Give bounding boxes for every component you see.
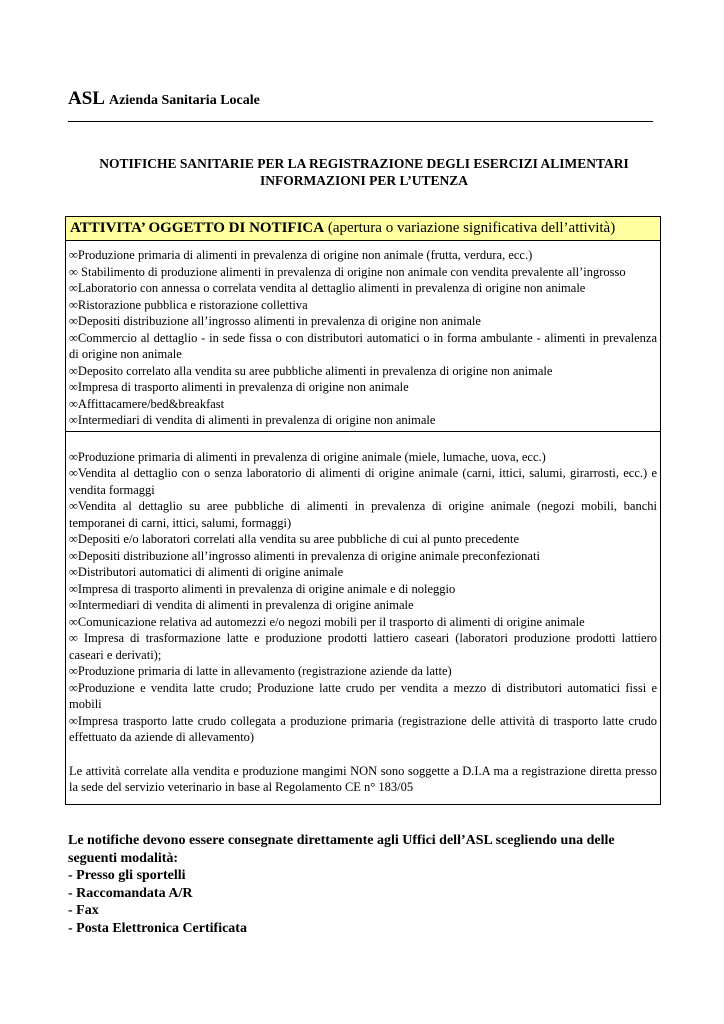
list-item: ∞Impresa di trasporto alimenti in prevalenza di origine non animale (69, 380, 409, 394)
header-rule (68, 121, 653, 122)
delivery-intro: Le notifiche devono essere consegnate direttamente agli Uffici dell’ASL scegliendo una delle seguenti modalità: (68, 833, 615, 866)
asl-label: ASL (68, 88, 105, 109)
list-item: ∞Produzione primaria di latte in allevamento (registrazione aziende da latte) (69, 664, 452, 678)
list-item: ∞Affittacamere/bed&breakfast (69, 396, 225, 411)
title-line-1: NOTIFICHE SANITARIE PER LA REGISTRAZIONE DEGLI ESERCIZI ALIMENTARI (99, 156, 629, 171)
delivery-option: - Fax (68, 903, 99, 918)
list-item: ∞Depositi distribuzione all’ingrosso alimenti in prevalenza di origine non animale (69, 314, 481, 328)
list-item: ∞ Stabilimento di produzione alimenti in prevalenza di origine non animale con vendita prevalente all’ingrosso (69, 264, 626, 279)
list-item: ∞Depositi e/o laboratori correlati alla vendita su aree pubbliche di cui al punto precedente (69, 532, 520, 546)
activities-heading-rest: (apertura o variazione significativa dell’attività) (324, 220, 616, 236)
delivery-option: - Raccomandata A/R (68, 885, 193, 901)
list-item: ∞Laboratorio con annessa o correlata vendita al dettaglio alimenti in prevalenza di origine non animale (69, 281, 586, 295)
title-line-2: INFORMAZIONI PER L’UTENZA (259, 173, 469, 188)
list-item: ∞Impresa trasporto latte crudo collegata a produzione primaria (registrazione delle attività di trasporto latte crudo effettuato da aziende di allevamento) (69, 713, 657, 744)
list-item: ∞Intermediari di vendita di alimenti in prevalenza di origine animale (69, 598, 414, 612)
mangimi-note: Le attività correlate alla vendita e produzione mangimi NON sono soggette a D.I.A ma a registrazione diretta presso la sede del servizio veterinario in base al Regolamento CE n° 183/05 (69, 763, 657, 794)
activities-heading-bold: ATTIVITA’ OGGETTO DI NOTIFICA (70, 220, 325, 236)
delivery-option: - Posta Elettronica Certificata (68, 920, 247, 936)
activities-box (65, 216, 661, 805)
list-item: ∞Intermediari di vendita di alimenti in prevalenza di origine non animale (69, 413, 436, 427)
list-item: ∞ Impresa di trasformazione latte e produzione prodotti lattiero caseari (laboratori produzione prodotti lattiero caseari e derivati); (69, 631, 657, 662)
activities-heading (66, 217, 660, 241)
list-item: ∞Produzione primaria di alimenti in prevalenza di origine non animale (frutta, verdura, ecc.) (69, 248, 533, 262)
list-item: ∞Ristorazione pubblica e ristorazione collettiva (69, 297, 308, 312)
delivery-option: - Presso gli sportelli (68, 868, 186, 883)
document-header (68, 88, 260, 110)
list-item: ∞Vendita al dettaglio con o senza laboratorio di alimenti di origine animale (carni, ittici, salumi, girarrosti, ecc.) e vendita formaggi (69, 466, 657, 497)
list-item: ∞Impresa di trasporto alimenti in prevalenza di origine animale e di noleggio (69, 581, 456, 596)
list-item: ∞Distributori automatici di alimenti di origine animale (69, 565, 344, 579)
list-item: ∞Depositi distribuzione all’ingrosso alimenti in prevalenza di origine animale preconfezionati (69, 548, 540, 563)
list-item: ∞Deposito correlato alla vendita su aree pubbliche alimenti in prevalenza di origine non animale (69, 363, 553, 378)
delivery-instructions (68, 832, 660, 937)
list-item: ∞Comunicazione relativa ad automezzi e/o negozi mobili per il trasporto di alimenti di origine animale (69, 614, 585, 629)
list-item: ∞Commercio al dettaglio - in sede fissa o con distributori automatici o in forma ambulante - alimenti in prevalenza di origine non animale (69, 330, 657, 361)
page-title (68, 155, 660, 189)
list-item: ∞Vendita al dettaglio su aree pubbliche di alimenti in prevalenza di origine animale (negozi mobili, banchi temporanei di carni, ittici, salumi, formaggi) (69, 499, 657, 530)
list-item: ∞Produzione primaria di alimenti in prevalenza di origine animale (miele, lumache, uova, ecc.) (69, 449, 546, 464)
non-animal-section (66, 241, 660, 432)
asl-subtitle: Azienda Sanitaria Locale (108, 93, 260, 108)
animal-section (66, 432, 660, 804)
list-item: ∞Produzione e vendita latte crudo; Produzione latte crudo per vendita a mezzo di distributori automatici fissi e mobili (69, 680, 657, 711)
